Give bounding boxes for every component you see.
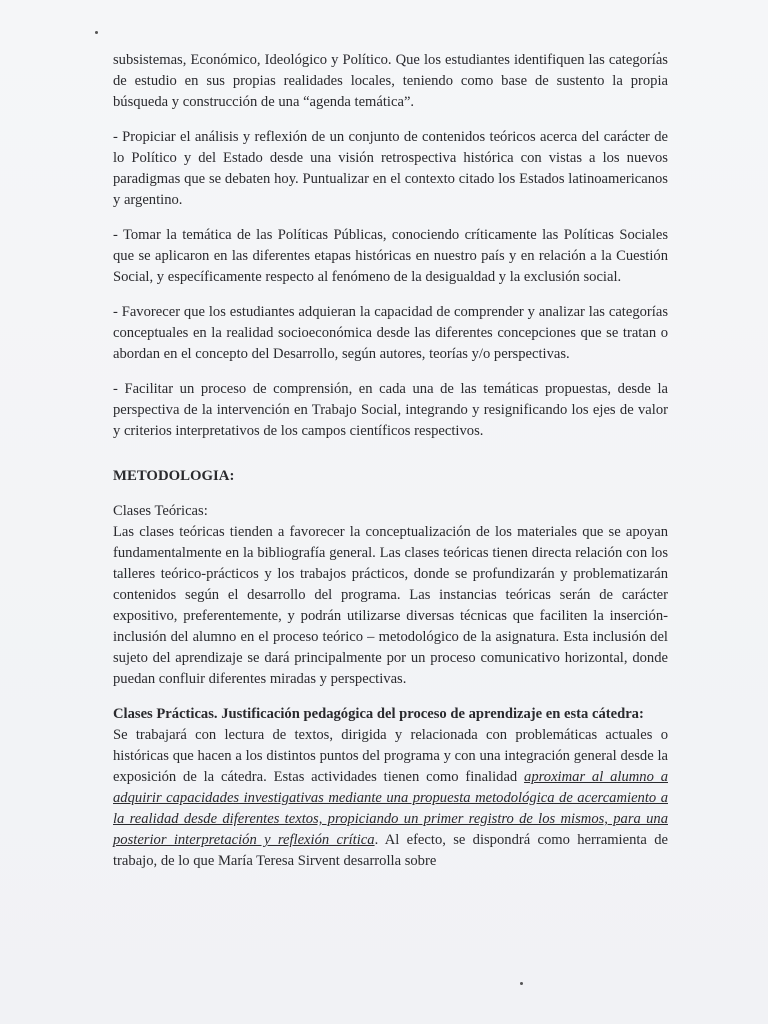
practicas-text-start: Se trabajará con lectura de textos, dirigida y relacionada con problemáticas actuales o históricas que hacen a los distintos puntos del programa y con una integración general desde la exposición de la cátedra. Estas actividades tienen como finalidad — [113, 727, 668, 785]
section-heading-metodologia: METODOLOGIA: — [113, 468, 235, 484]
subheading-clases-teoricas: Clases Teóricas: — [113, 503, 208, 519]
paragraph-facilitar: - Facilitar un proceso de comprensión, en cada una de las temáticas propuestas, desde la perspectiva de la intervención en Trabajo Social, integrando y resignificando los ejes de valor y criterios interpretativos de los campos científicos respectivos. — [113, 381, 668, 439]
paragraph-subsistemas: subsistemas, Económico, Ideológico y Político. Que los estudiantes identifiquen las categorías de estudio en sus propias realidades locales, teniendo como base de sustento la propia búsqueda y construcción de una “agenda temática”. — [113, 52, 668, 110]
paragraph-propiciar: - Propiciar el análisis y reflexión de un conjunto de contenidos teóricos acerca del carácter de lo Político y del Estado desde una visión retrospectiva histórica con vistas a los nuevos paradigmas que se debaten hoy. Puntualizar en el contexto citado los Estados latinoamericanos y argentino. — [113, 129, 668, 208]
subheading-clases-practicas: Clases Prácticas. Justificación pedagógica del proceso de aprendizaje en esta cátedra: — [113, 706, 644, 722]
paragraph-tomar: - Tomar la temática de las Políticas Públicas, conociendo críticamente las Políticas Sociales que se aplicaron en las diferentes etapas históricas en nuestro país y en relación a la Cuestión Social, y específicamente respecto al fenómeno de la desigualdad y la exclusión social. — [113, 227, 668, 285]
paragraph-clases-practicas — [113, 725, 668, 872]
practicas-underlined-text: aproximar al alumno a adquirir capacidades investigativas mediante una propuesta metodológica de acercamiento a la realidad desde diferentes textos, propiciando un primer registro de los mismos, para una posterior interpretación y reflexión crítica — [113, 769, 668, 848]
paragraph-favorecer: - Favorecer que los estudiantes adquieran la capacidad de comprender y analizar las categorías conceptuales en la realidad socioeconómica desde las diferentes concepciones que se tratan o abordan en el concepto del Desarrollo, según autores, teorías y/o perspectivas. — [113, 304, 668, 362]
scan-speck — [520, 982, 523, 985]
document-body — [113, 50, 668, 872]
paragraph-clases-teoricas: Las clases teóricas tienden a favorecer la conceptualización de los materiales que se apoyan fundamentalmente en la bibliografía general. Las clases teóricas tienen directa relación con los talleres teórico-prácticos y los trabajos prácticos, donde se profundizarán y problematizarán contenidos según el desarrollo del programa. Las instancias teóricas serán de carácter expositivo, preferentemente, y podrán utilizarse diversas técnicas que faciliten la inserción-inclusión del alumno en el proceso teórico – metodológico de la asignatura. Esta inclusión del sujeto del aprendizaje se dará principalmente por un proceso comunicativo horizontal, donde puedan confluir diferentes miradas y perspectivas. — [113, 524, 668, 687]
scan-speck — [95, 31, 98, 34]
practicas-text-end: . Al efecto, se dispondrá como herramienta de trabajo, de lo que María Teresa Sirvent desarrolla sobre — [113, 832, 668, 869]
